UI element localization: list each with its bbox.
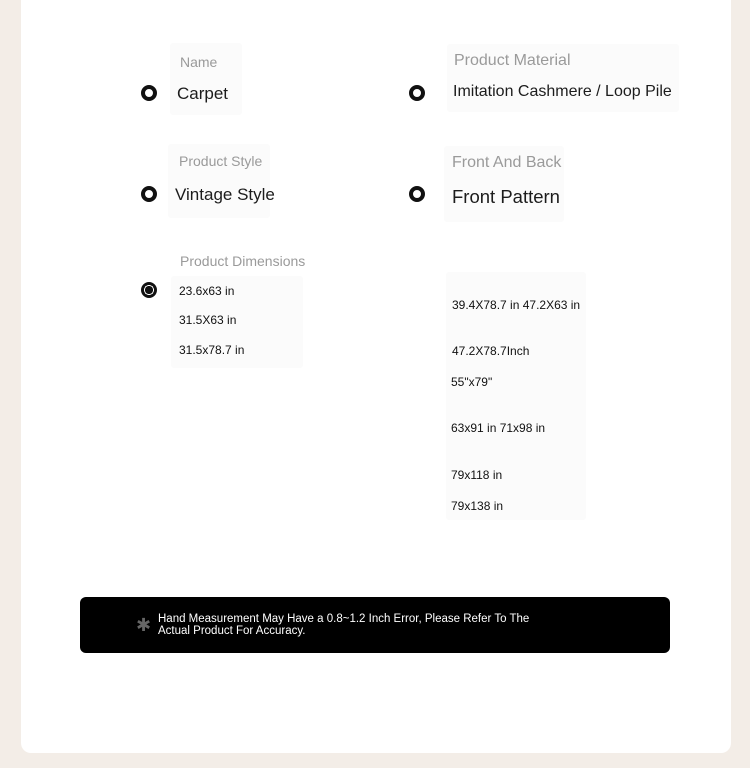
style-value: Vintage Style [175,185,275,204]
dimension-item: 79x118 in [451,468,503,482]
measurement-notice-banner [80,597,670,653]
dimension-item: 23.6x63 in [179,284,235,298]
dimension-item: 55"x79" [451,375,493,389]
front-back-ring-icon [409,186,425,202]
dimension-item: 63x91 in 71x98 in [451,421,546,435]
style-ring-icon [141,186,157,202]
measurement-notice-text: Hand Measurement May Have a 0.8~1.2 Inch Error, Please Refer To The Actual Product For Accuracy. [158,613,530,637]
dimensions-ring-icon [141,282,157,298]
dimension-item: 47.2X78.7Inch [452,344,530,358]
material-value: Imitation Cashmere / Loop Pile [453,83,672,100]
dimension-item: 39.4X78.7 in 47.2X63 in [452,298,581,312]
name-label: Name [180,54,218,70]
name-ring-icon [141,85,157,101]
material-label: Product Material [454,52,571,69]
dimension-item: 31.5X63 in [179,313,237,327]
dimension-item: 79x138 in [451,499,504,513]
style-label: Product Style [179,153,263,169]
material-ring-icon [409,85,425,101]
front-back-label: Front And Back [452,154,562,171]
asterisk-icon: ✱ [136,615,152,635]
front-back-value: Front Pattern [452,186,560,207]
dimensions-label: Product Dimensions [180,253,306,269]
dimension-item: 31.5x78.7 in [179,343,245,357]
name-value: Carpet [177,84,229,103]
